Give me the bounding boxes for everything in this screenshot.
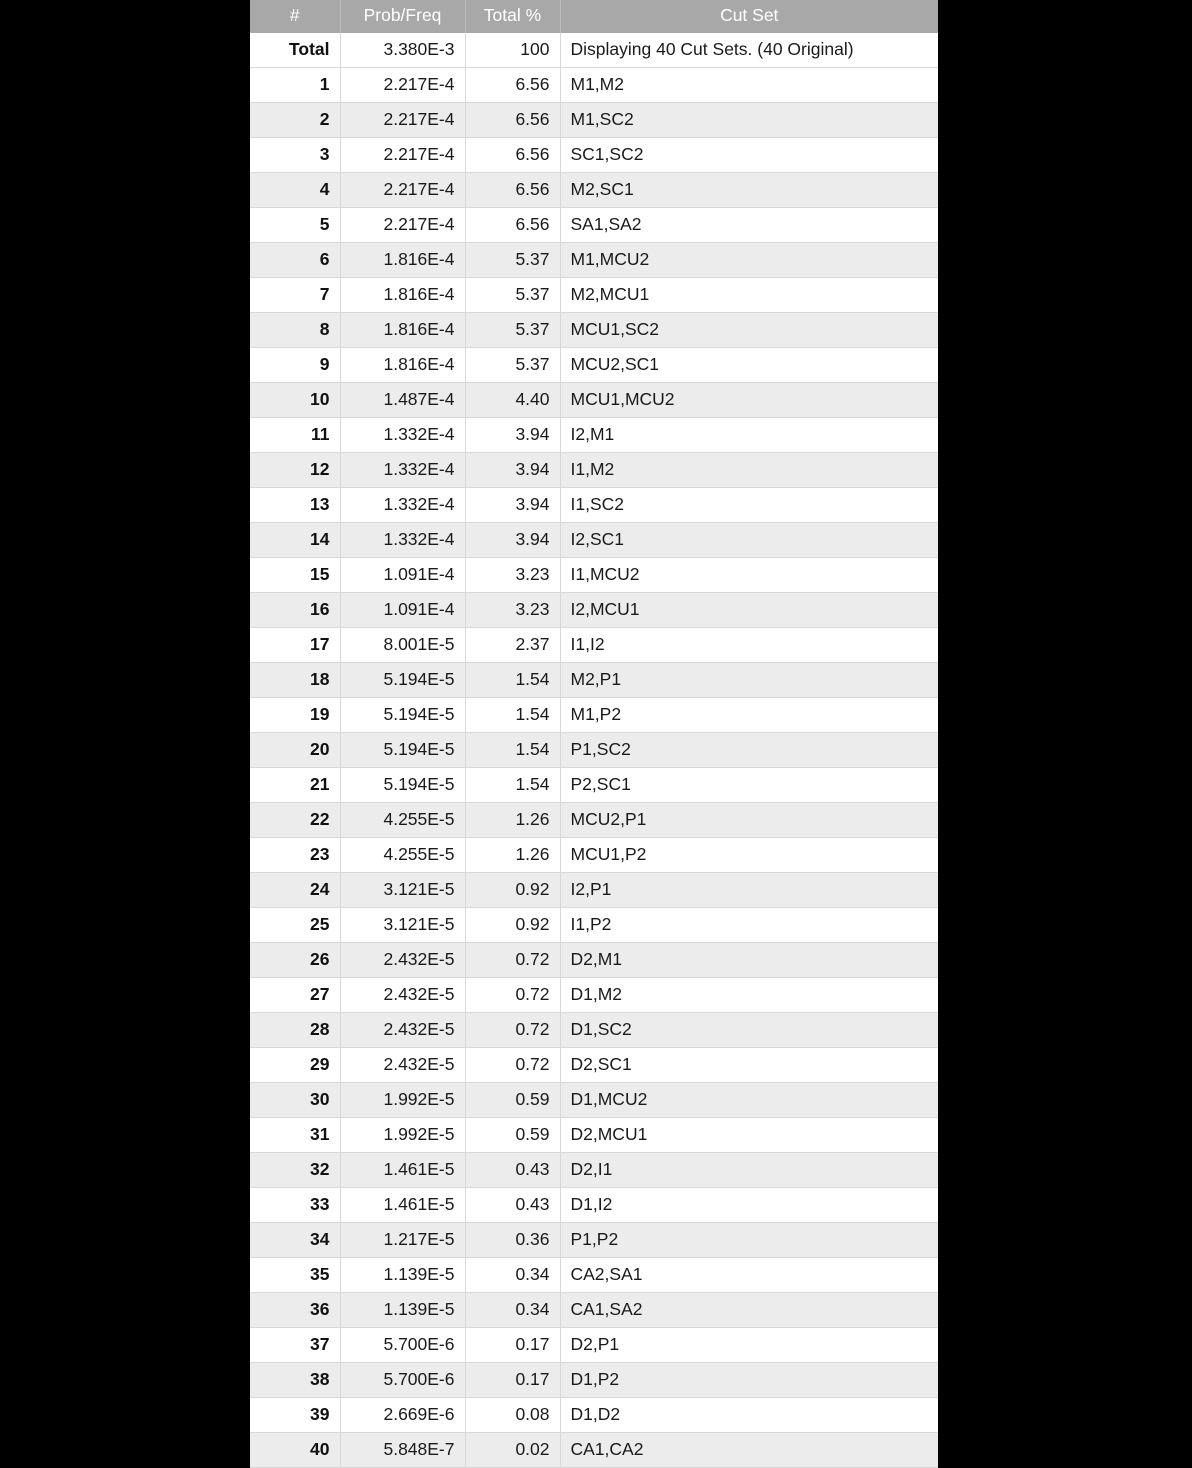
cell-total-percent: 3.23	[465, 593, 560, 628]
cell-total-percent: 5.37	[465, 278, 560, 313]
cell-number: 33	[250, 1188, 340, 1223]
cell-total-percent: 0.59	[465, 1083, 560, 1118]
cell-cut-set: M1,SC2	[560, 103, 938, 138]
cell-prob-freq: 3.121E-5	[340, 873, 465, 908]
cell-prob-freq: 5.194E-5	[340, 663, 465, 698]
cell-total-percent: 4.40	[465, 383, 560, 418]
cell-total-percent: 6.56	[465, 208, 560, 243]
cell-prob-freq: 1.139E-5	[340, 1258, 465, 1293]
cell-number: 31	[250, 1118, 340, 1153]
cell-prob-freq: 2.432E-5	[340, 1048, 465, 1083]
cell-number: 28	[250, 1013, 340, 1048]
column-header-number[interactable]: #	[250, 0, 340, 33]
cell-prob-freq: 1.332E-4	[340, 453, 465, 488]
table-row[interactable]	[250, 593, 938, 628]
cell-number: 20	[250, 733, 340, 768]
cell-prob-freq: 5.700E-6	[340, 1363, 465, 1398]
cell-cut-set: I1,P2	[560, 908, 938, 943]
table-row[interactable]	[250, 978, 938, 1013]
cell-total-percent: 3.94	[465, 523, 560, 558]
cell-cut-set: I2,P1	[560, 873, 938, 908]
table-row[interactable]	[250, 803, 938, 838]
cell-number: 15	[250, 558, 340, 593]
cell-prob-freq: 1.487E-4	[340, 383, 465, 418]
table-row[interactable]	[250, 243, 938, 278]
table-row[interactable]	[250, 628, 938, 663]
cell-prob-freq: 1.091E-4	[340, 593, 465, 628]
cell-total-percent: 0.59	[465, 1118, 560, 1153]
cell-number: 26	[250, 943, 340, 978]
cell-total-percent: 1.54	[465, 663, 560, 698]
column-header-prob-freq[interactable]: Prob/Freq	[340, 0, 465, 33]
cell-cut-set: D2,P1	[560, 1328, 938, 1363]
cell-total-percent: 2.37	[465, 628, 560, 663]
cell-total-percent: 0.34	[465, 1258, 560, 1293]
cell-total-percent: 0.92	[465, 873, 560, 908]
cell-total-percent: 0.72	[465, 943, 560, 978]
cell-number: 36	[250, 1293, 340, 1328]
cell-total-percent: 0.36	[465, 1223, 560, 1258]
cell-number: 29	[250, 1048, 340, 1083]
cell-number: 35	[250, 1258, 340, 1293]
table-row[interactable]	[250, 1188, 938, 1223]
cell-prob-freq: 2.217E-4	[340, 138, 465, 173]
cell-number: 2	[250, 103, 340, 138]
cell-prob-freq: 1.816E-4	[340, 348, 465, 383]
cell-total-percent: 0.17	[465, 1363, 560, 1398]
cell-number: 32	[250, 1153, 340, 1188]
cell-cut-set: M2,P1	[560, 663, 938, 698]
cell-cut-set: MCU2,P1	[560, 803, 938, 838]
cell-number: 12	[250, 453, 340, 488]
cell-cut-set: MCU1,P2	[560, 838, 938, 873]
table-row[interactable]	[250, 558, 938, 593]
cell-prob-freq: 2.432E-5	[340, 943, 465, 978]
cell-total-percent: 0.08	[465, 1398, 560, 1433]
cell-total-percent: 0.72	[465, 1048, 560, 1083]
cell-total-percent: 0.34	[465, 1293, 560, 1328]
cell-prob-freq: 1.461E-5	[340, 1153, 465, 1188]
cell-number: 5	[250, 208, 340, 243]
table-row[interactable]	[250, 1013, 938, 1048]
cell-cut-set: D1,I2	[560, 1188, 938, 1223]
cell-number: 17	[250, 628, 340, 663]
column-header-total-percent[interactable]: Total %	[465, 0, 560, 33]
cell-number: 40	[250, 1433, 340, 1468]
column-header-cut-set[interactable]: Cut Set	[560, 0, 938, 33]
cell-number: 22	[250, 803, 340, 838]
header-row	[250, 0, 938, 33]
cell-prob-freq: 1.091E-4	[340, 558, 465, 593]
table-row[interactable]	[250, 1258, 938, 1293]
cell-prob-freq: 1.332E-4	[340, 418, 465, 453]
cell-number: 19	[250, 698, 340, 733]
cell-total-percent: 6.56	[465, 103, 560, 138]
cell-total-percent: 5.37	[465, 348, 560, 383]
table-row[interactable]	[250, 173, 938, 208]
cell-cut-set: Displaying 40 Cut Sets. (40 Original)	[560, 33, 938, 68]
cell-prob-freq: 5.194E-5	[340, 733, 465, 768]
cell-prob-freq: 1.992E-5	[340, 1083, 465, 1118]
cell-total-percent: 1.26	[465, 803, 560, 838]
cell-prob-freq: 5.848E-7	[340, 1433, 465, 1468]
table-row[interactable]	[250, 1363, 938, 1398]
cut-sets-panel	[250, 0, 938, 1468]
cell-number: 10	[250, 383, 340, 418]
cell-number: 7	[250, 278, 340, 313]
cell-prob-freq: 1.217E-5	[340, 1223, 465, 1258]
cell-number: 21	[250, 768, 340, 803]
cell-number: 34	[250, 1223, 340, 1258]
cell-prob-freq: 2.432E-5	[340, 978, 465, 1013]
cell-prob-freq: 2.432E-5	[340, 1013, 465, 1048]
table-row-total[interactable]	[250, 33, 938, 68]
cell-cut-set: I2,SC1	[560, 523, 938, 558]
cell-prob-freq: 1.816E-4	[340, 313, 465, 348]
table-row[interactable]	[250, 1118, 938, 1153]
cell-total-percent: 0.02	[465, 1433, 560, 1468]
cell-number: 6	[250, 243, 340, 278]
cell-total-percent: 0.43	[465, 1153, 560, 1188]
cell-number: 1	[250, 68, 340, 103]
cell-cut-set: MCU1,MCU2	[560, 383, 938, 418]
cell-number: 3	[250, 138, 340, 173]
cell-prob-freq: 5.194E-5	[340, 768, 465, 803]
cell-prob-freq: 2.217E-4	[340, 208, 465, 243]
cell-cut-set: M1,MCU2	[560, 243, 938, 278]
cell-total-percent: 3.94	[465, 488, 560, 523]
cell-total-percent: 100	[465, 33, 560, 68]
cell-total-percent: 0.92	[465, 908, 560, 943]
cell-cut-set: D1,MCU2	[560, 1083, 938, 1118]
cell-total-percent: 5.37	[465, 313, 560, 348]
table-row[interactable]	[250, 698, 938, 733]
cell-cut-set: M1,P2	[560, 698, 938, 733]
cell-cut-set: I1,M2	[560, 453, 938, 488]
cell-total-percent: 1.54	[465, 698, 560, 733]
cell-number: 8	[250, 313, 340, 348]
cell-number: 38	[250, 1363, 340, 1398]
cell-number: 24	[250, 873, 340, 908]
cell-number: 16	[250, 593, 340, 628]
cell-cut-set: CA1,CA2	[560, 1433, 938, 1468]
cell-total-percent: 1.54	[465, 768, 560, 803]
cell-number: 14	[250, 523, 340, 558]
table-row[interactable]	[250, 838, 938, 873]
cell-cut-set: CA2,SA1	[560, 1258, 938, 1293]
cell-prob-freq: 3.121E-5	[340, 908, 465, 943]
table-body	[250, 33, 938, 1468]
cell-total-percent: 0.17	[465, 1328, 560, 1363]
cell-total-percent: 1.26	[465, 838, 560, 873]
cell-cut-set: I1,I2	[560, 628, 938, 663]
cell-cut-set: I2,M1	[560, 418, 938, 453]
cell-cut-set: D1,SC2	[560, 1013, 938, 1048]
table-row[interactable]	[250, 453, 938, 488]
table-row[interactable]	[250, 68, 938, 103]
cell-cut-set: M1,M2	[560, 68, 938, 103]
table-row[interactable]	[250, 1433, 938, 1468]
cell-total-percent: 1.54	[465, 733, 560, 768]
table-row[interactable]	[250, 208, 938, 243]
cell-cut-set: MCU1,SC2	[560, 313, 938, 348]
table-header	[250, 0, 938, 33]
table-row[interactable]	[250, 418, 938, 453]
cell-number: Total	[250, 33, 340, 68]
cell-cut-set: D1,P2	[560, 1363, 938, 1398]
cell-cut-set: M2,MCU1	[560, 278, 938, 313]
cell-cut-set: D2,I1	[560, 1153, 938, 1188]
table-row[interactable]	[250, 1293, 938, 1328]
table-row[interactable]	[250, 383, 938, 418]
cell-number: 9	[250, 348, 340, 383]
cell-total-percent: 6.56	[465, 68, 560, 103]
cell-number: 27	[250, 978, 340, 1013]
cell-total-percent: 0.72	[465, 1013, 560, 1048]
cell-prob-freq: 1.332E-4	[340, 523, 465, 558]
cell-prob-freq: 4.255E-5	[340, 838, 465, 873]
cell-prob-freq: 2.217E-4	[340, 68, 465, 103]
cell-prob-freq: 4.255E-5	[340, 803, 465, 838]
table-row[interactable]	[250, 1153, 938, 1188]
cell-total-percent: 6.56	[465, 138, 560, 173]
table-row[interactable]	[250, 1398, 938, 1433]
cell-cut-set: MCU2,SC1	[560, 348, 938, 383]
cell-cut-set: I2,MCU1	[560, 593, 938, 628]
cell-total-percent: 5.37	[465, 243, 560, 278]
cell-cut-set: P1,SC2	[560, 733, 938, 768]
table-row[interactable]	[250, 488, 938, 523]
cell-cut-set: D1,D2	[560, 1398, 938, 1433]
cell-prob-freq: 2.669E-6	[340, 1398, 465, 1433]
cell-total-percent: 0.72	[465, 978, 560, 1013]
cell-cut-set: CA1,SA2	[560, 1293, 938, 1328]
table-row[interactable]	[250, 278, 938, 313]
cut-sets-table	[250, 0, 938, 1468]
cell-cut-set: D2,MCU1	[560, 1118, 938, 1153]
cell-prob-freq: 1.139E-5	[340, 1293, 465, 1328]
table-row[interactable]	[250, 873, 938, 908]
cell-number: 23	[250, 838, 340, 873]
cell-number: 11	[250, 418, 340, 453]
table-row[interactable]	[250, 103, 938, 138]
table-row[interactable]	[250, 348, 938, 383]
table-row[interactable]	[250, 768, 938, 803]
cell-prob-freq: 3.380E-3	[340, 33, 465, 68]
cell-total-percent: 3.23	[465, 558, 560, 593]
cell-cut-set: I1,MCU2	[560, 558, 938, 593]
table-row[interactable]	[250, 138, 938, 173]
table-row[interactable]	[250, 313, 938, 348]
cell-prob-freq: 2.217E-4	[340, 103, 465, 138]
table-row[interactable]	[250, 663, 938, 698]
cell-prob-freq: 5.194E-5	[340, 698, 465, 733]
cell-prob-freq: 1.461E-5	[340, 1188, 465, 1223]
cell-cut-set: D2,SC1	[560, 1048, 938, 1083]
cell-total-percent: 0.43	[465, 1188, 560, 1223]
cell-number: 13	[250, 488, 340, 523]
cell-number: 18	[250, 663, 340, 698]
cell-prob-freq: 1.992E-5	[340, 1118, 465, 1153]
table-row[interactable]	[250, 943, 938, 978]
cell-cut-set: I1,SC2	[560, 488, 938, 523]
table-row[interactable]	[250, 1328, 938, 1363]
table-row[interactable]	[250, 1048, 938, 1083]
table-row[interactable]	[250, 908, 938, 943]
cell-prob-freq: 2.217E-4	[340, 173, 465, 208]
cell-prob-freq: 8.001E-5	[340, 628, 465, 663]
cell-prob-freq: 5.700E-6	[340, 1328, 465, 1363]
table-row[interactable]	[250, 1223, 938, 1258]
cell-cut-set: M2,SC1	[560, 173, 938, 208]
cell-number: 39	[250, 1398, 340, 1433]
cell-cut-set: D1,M2	[560, 978, 938, 1013]
table-row[interactable]	[250, 523, 938, 558]
cell-total-percent: 6.56	[465, 173, 560, 208]
cell-cut-set: P1,P2	[560, 1223, 938, 1258]
cell-cut-set: SC1,SC2	[560, 138, 938, 173]
cell-number: 25	[250, 908, 340, 943]
cell-number: 37	[250, 1328, 340, 1363]
cell-cut-set: SA1,SA2	[560, 208, 938, 243]
table-row[interactable]	[250, 1083, 938, 1118]
cell-prob-freq: 1.816E-4	[340, 278, 465, 313]
cell-cut-set: P2,SC1	[560, 768, 938, 803]
cell-number: 4	[250, 173, 340, 208]
table-row[interactable]	[250, 733, 938, 768]
cell-prob-freq: 1.332E-4	[340, 488, 465, 523]
cell-cut-set: D2,M1	[560, 943, 938, 978]
cell-prob-freq: 1.816E-4	[340, 243, 465, 278]
cell-total-percent: 3.94	[465, 453, 560, 488]
cell-total-percent: 3.94	[465, 418, 560, 453]
cell-number: 30	[250, 1083, 340, 1118]
